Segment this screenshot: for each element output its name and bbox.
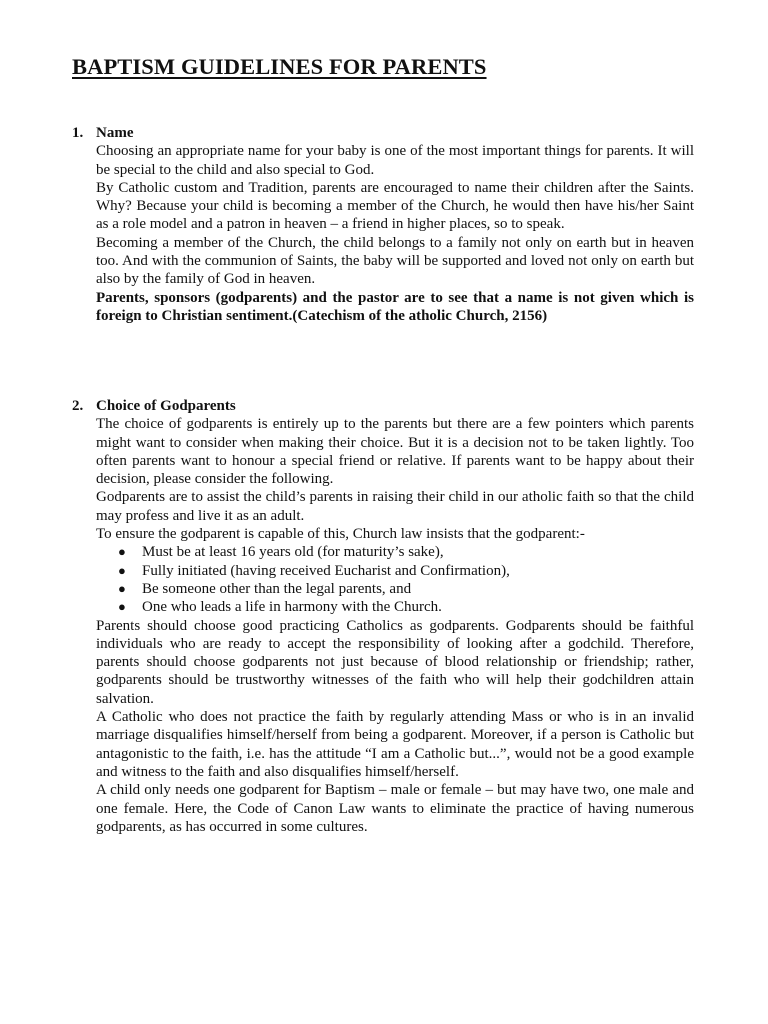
section-title: Name bbox=[96, 125, 134, 141]
list-item bbox=[96, 562, 694, 580]
bullet-icon: ● bbox=[118, 580, 126, 596]
paragraph: By Catholic custom and Tradition, parents are encouraged to name their children after the Saints. Why? Because your child is becoming a member of the Church, he would then have his/her Saint as a role model and a patron in heaven – a friend in higher places, so to speak. bbox=[96, 179, 694, 233]
list-item bbox=[96, 598, 694, 616]
list-item bbox=[96, 543, 694, 561]
bullet-icon: ● bbox=[118, 599, 126, 615]
section-name bbox=[72, 124, 696, 325]
catechism-note: Parents, sponsors (godparents) and the pastor are to see that a name is not given which is foreign to Christian sentiment.(Catechism of the atholic Church, 2156) bbox=[96, 289, 694, 324]
section-heading bbox=[72, 397, 696, 415]
paragraph: A child only needs one godparent for Baptism – male or female – but may have two, one male and one female. Here, the Code of Canon Law wants to eliminate the practice of having numerous godparents, as has occurred in some cultures. bbox=[96, 782, 694, 835]
section-number: 1. bbox=[72, 125, 84, 141]
section-heading bbox=[72, 124, 696, 142]
bullet-icon: ● bbox=[118, 562, 126, 578]
section-title: Choice of Godparents bbox=[96, 398, 236, 414]
godparent-requirements-list bbox=[96, 543, 694, 616]
paragraph: Parents should choose good practicing Catholics as godparents. Godparents should be faithful individuals who are ready to accept the responsibility of looking after a godchild. Therefore, parents should choose godparents not just because of blood relationship or friendship; rather, godparents should be trustworthy witnesses of the faith who will help their godchildren attain salvation. bbox=[96, 617, 694, 707]
paragraph: The choice of godparents is entirely up to the parents but there are a few pointers which parents might want to consider when making their choice. But it is a decision not to be taken lightly. Too often parents want to honour a special friend or relative. If parents want to be happy about their decision, please consider the following. bbox=[96, 416, 694, 488]
paragraph: A Catholic who does not practice the faith by regularly attending Mass or who is in an invalid marriage disqualifies himself/herself from being a godparent. Moreover, if a person is Catholic but antagonistic to the faith, i.e. has the attitude “I am a Catholic but...”, would not be a good example and witness to the faith and also disqualifies himself/herself. bbox=[96, 709, 694, 780]
bullet-icon: ● bbox=[118, 544, 126, 560]
list-item-text: Fully initiated (having received Eucharist and Confirmation), bbox=[142, 562, 510, 579]
section-body bbox=[96, 142, 694, 325]
list-item-text: Must be at least 16 years old (for maturity’s sake), bbox=[142, 544, 444, 561]
paragraph: Godparents are to assist the child’s parents in raising their child in our atholic faith so that the child may profess and live it as an adult. bbox=[96, 489, 694, 524]
list-item-text: Be someone other than the legal parents, and bbox=[142, 580, 412, 597]
paragraph: To ensure the godparent is capable of this, Church law insists that the godparent:- bbox=[96, 526, 585, 543]
list-item bbox=[96, 580, 694, 598]
paragraph: Choosing an appropriate name for your baby is one of the most important things for parents. It will be special to the child and also special to God. bbox=[96, 143, 694, 178]
paragraph: Becoming a member of the Church, the child belongs to a family not only on earth but in heaven too. And with the communion of Saints, the baby will be supported and loved not only on earth but also by the family of God in heaven. bbox=[96, 234, 694, 288]
section-godparents bbox=[72, 397, 696, 836]
list-item-text: One who leads a life in harmony with the Church. bbox=[142, 599, 442, 616]
section-body bbox=[96, 415, 694, 836]
document-title: BAPTISM GUIDELINES FOR PARENTS bbox=[72, 54, 487, 79]
section-number: 2. bbox=[72, 398, 84, 414]
